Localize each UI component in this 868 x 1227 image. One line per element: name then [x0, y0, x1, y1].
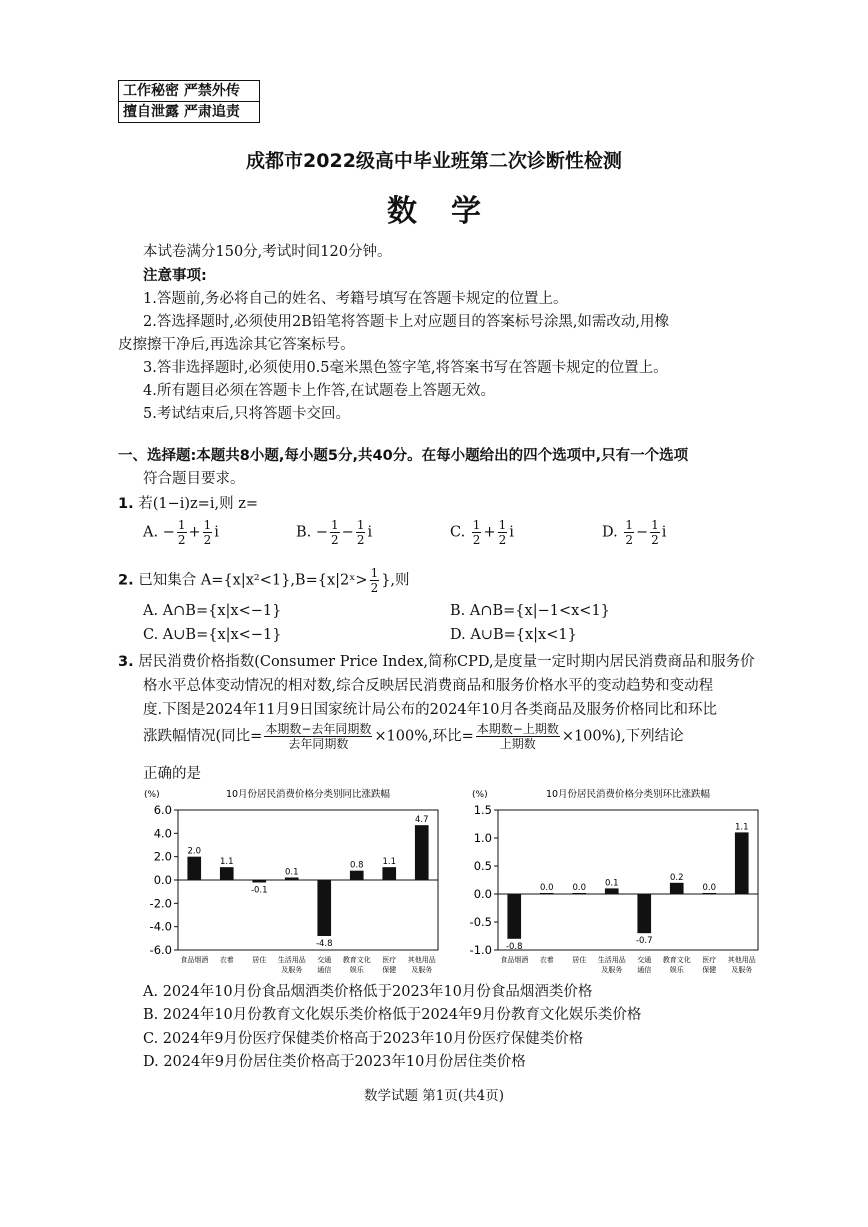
question-3-line-3: 度.下图是2024年11月9日国家统计局公布的2024年10月各类商品及服务价格同比和环比 — [143, 702, 718, 718]
chart-title: 10月份居民消费价格分类别同比涨跌幅 — [225, 789, 391, 800]
x-tick-label: 食品烟酒 — [180, 956, 209, 964]
y-tick-label: 1.0 — [473, 831, 492, 845]
bar — [670, 883, 684, 894]
bar-data-label: 0.1 — [284, 867, 299, 878]
x-tick-label: 及服务 — [601, 966, 623, 974]
q3-option-a[interactable]: A. 2024年10月份食品烟酒类价格低于2023年10月份食品烟酒类价格 — [143, 984, 593, 1000]
y-tick-label: -1.0 — [469, 943, 492, 957]
bar — [252, 880, 266, 883]
bar-data-label: 0.0 — [539, 883, 554, 893]
bar-data-label: -4.8 — [315, 939, 333, 949]
bar-data-label: 0.8 — [349, 860, 364, 871]
bar — [317, 880, 331, 936]
bar — [220, 867, 234, 880]
imag-unit: i — [367, 524, 373, 541]
y-tick-label: 0.0 — [473, 887, 492, 901]
exam-summary: 本试卷满分150分,考试时间120分钟。 — [143, 244, 392, 260]
frac-num: 1 — [370, 566, 379, 580]
bar — [285, 878, 299, 881]
notice-2: 2.答选择题时,必须使用2B铅笔将答题卡上对应题目的答案标号涂黑,如需改动,用橡 — [143, 314, 670, 330]
frac-num: 1 — [356, 518, 365, 532]
question-3-text-1: 居民消费价格指数(Consumer Price Index,简称CPD,是度量一定时期内居民消费商品和服务价 — [138, 654, 755, 670]
section-1-line-1: 一、选择题:本题共8小题,每小题5分,共40分。在每小题给出的四个选项中,只有一个选项 — [118, 448, 689, 464]
bar-data-label: 0.0 — [702, 883, 717, 893]
q2-option-a[interactable]: A. A∩B={x|x<−1} — [143, 603, 282, 619]
frac-den: 2 — [177, 533, 186, 547]
yoy-bar-chart — [140, 784, 446, 976]
question-3-line-5: 正确的是 — [143, 766, 201, 782]
question-2-text: 已知集合 A={x|x²<1},B= — [138, 572, 318, 589]
question-2-number: 2. — [118, 572, 134, 589]
notice-2-cont: 皮擦擦干净后,再选涂其它答案标号。 — [118, 337, 355, 353]
q1-option-c[interactable] — [450, 518, 514, 547]
frac-num: 本期数−上期数 — [476, 722, 559, 736]
x-tick-label: 生活用品 — [277, 956, 306, 964]
confidential-stamp — [118, 80, 260, 123]
frac-den: 2 — [203, 533, 212, 547]
q1-option-c-label: C. — [450, 524, 466, 541]
x-tick-label: 娱乐 — [669, 966, 684, 974]
bar — [735, 832, 749, 894]
question-3-line-4 — [143, 722, 684, 751]
q1-option-c-op: + — [483, 524, 496, 541]
frac-num: 1 — [625, 518, 633, 532]
imag-unit: i — [661, 524, 667, 541]
chart-frame — [498, 810, 758, 950]
x-tick-label: 居住 — [252, 956, 267, 964]
question-2-stem — [118, 566, 410, 595]
section-1-line-2: 符合题目要求。 — [143, 471, 245, 487]
frac-num: 1 — [331, 518, 339, 532]
q1-option-a-op: + — [188, 524, 201, 541]
y-tick-label: -6.0 — [149, 943, 172, 957]
q1-option-a-real-frac — [177, 518, 187, 547]
stamp-line-1: 工作秘密 严禁外传 — [123, 83, 240, 99]
x-tick-label: 居住 — [572, 956, 587, 964]
q1-option-d-op: − — [635, 524, 649, 541]
bar — [187, 857, 201, 880]
frac-den: 2 — [625, 533, 633, 547]
chart-ylabel: (%) — [472, 790, 488, 800]
bar-data-label: 0.1 — [604, 878, 619, 889]
set-b-frac — [370, 566, 380, 595]
mom-bar-chart — [468, 784, 768, 976]
frac-den: 2 — [331, 533, 339, 547]
x-tick-label: 其他用品 — [727, 956, 756, 964]
y-tick-label: 4.0 — [153, 826, 172, 841]
x-tick-label: 娱乐 — [349, 966, 364, 974]
x-tick-label: 生活用品 — [597, 956, 626, 964]
y-tick-label: 1.5 — [473, 803, 492, 817]
y-tick-label: 2.0 — [153, 849, 172, 864]
bar-data-label: 4.7 — [414, 815, 429, 826]
bar-data-label: -0.7 — [635, 936, 653, 947]
q1-option-b-real-frac — [330, 518, 340, 547]
stamp-line-2: 擅自泄露 严肃追责 — [119, 101, 259, 122]
notice-title: 注意事项: — [143, 268, 207, 284]
x-tick-label: 教育文化 — [662, 956, 691, 964]
question-1-number: 1. — [118, 496, 134, 512]
y-tick-label: 0.5 — [473, 859, 492, 873]
x-tick-label: 通信 — [317, 966, 332, 974]
x-tick-label: 及服务 — [411, 966, 433, 974]
q2-option-c[interactable]: C. A∪B={x|x<−1} — [143, 627, 282, 643]
frac-den: 2 — [472, 533, 481, 547]
x-tick-label: 保健 — [382, 966, 397, 974]
bar — [702, 893, 716, 894]
frac-den: 2 — [498, 533, 507, 547]
mom-formula — [476, 722, 560, 751]
q1-option-b-op: − — [341, 524, 354, 541]
bar-data-label: -0.1 — [250, 885, 268, 896]
q1-option-a-label: A. — [143, 524, 159, 541]
x-tick-label: 及服务 — [281, 966, 303, 974]
frac-num: 1 — [177, 518, 186, 532]
exam-title: 成都市2022级高中毕业班第二次诊断性检测 — [246, 150, 622, 172]
q1-option-b[interactable] — [296, 518, 372, 547]
notice-4: 4.所有题目必须在答题卡上作答,在试题卷上答题无效。 — [143, 383, 495, 399]
x-tick-label: 通信 — [637, 966, 652, 974]
frac-den: 2 — [651, 533, 659, 547]
question-3-line-2: 格水平总体变动情况的相对数,综合反映居民消费商品和服务价格水平的变动趋势和变动程 — [143, 678, 714, 694]
yoy-formula — [264, 722, 372, 751]
q2-option-d[interactable]: D. A∪B={x|x<1} — [450, 627, 577, 643]
q1-option-d-label: D. — [602, 524, 618, 541]
yoy-label: 涨跌幅情况(同比= — [143, 728, 263, 745]
y-tick-label: -0.5 — [469, 915, 492, 929]
q2-option-b[interactable]: B. A∩B={x|−1<x<1} — [450, 603, 610, 619]
q3-option-c[interactable]: C. 2024年9月份医疗保健类价格高于2023年10月份医疗保健类价格 — [143, 1031, 584, 1047]
q1-option-b-imag-frac — [356, 518, 366, 547]
set-b-right: },则 — [381, 572, 410, 589]
q1-option-b-label: B. — [296, 524, 312, 541]
q3-option-b[interactable]: B. 2024年10月份教育文化娱乐类价格低于2024年9月份教育文化娱乐类价格 — [143, 1007, 642, 1023]
q1-option-a-imag-frac — [203, 518, 213, 547]
bar — [415, 825, 429, 880]
bar-data-label: 1.1 — [219, 857, 234, 868]
question-1-stem — [118, 494, 258, 514]
question-1-text: 若(1−i)z=i,则 z= — [138, 496, 258, 512]
q1-option-d-real-frac — [624, 518, 634, 547]
bar-data-label: 1.1 — [382, 857, 397, 868]
notice-1: 1.答题前,务必将自己的姓名、考籍号填写在答题卡规定的位置上。 — [143, 291, 568, 307]
q1-option-c-imag-frac — [498, 518, 508, 547]
bar — [572, 893, 586, 894]
bar-data-label: 2.0 — [187, 846, 202, 857]
question-3-number: 3. — [118, 654, 134, 670]
x-tick-label: 衣着 — [219, 956, 234, 964]
question-3-line-1 — [118, 652, 755, 672]
x-tick-label: 交通 — [637, 956, 652, 964]
frac-num: 1 — [651, 518, 659, 532]
imag-unit: i — [509, 524, 514, 541]
q1-option-a-sign: − — [162, 524, 175, 541]
q3-option-d[interactable]: D. 2024年9月份居住类价格高于2023年10月份居住类价格 — [143, 1054, 526, 1070]
bar — [350, 871, 364, 880]
x-tick-label: 衣着 — [539, 956, 554, 964]
frac-den: 2 — [370, 581, 379, 595]
notice-3: 3.答非选择题时,必须使用0.5毫米黑色签字笔,将答案书写在答题卡规定的位置上。 — [143, 360, 668, 376]
frac-num: 本期数−去年同期数 — [265, 722, 372, 736]
q1-option-c-real-frac — [472, 518, 482, 547]
x-tick-label: 其他用品 — [407, 956, 436, 964]
page-footer: 数学试题 第1页(共4页) — [363, 1088, 504, 1104]
bar — [605, 888, 619, 894]
chart-ylabel: (%) — [144, 790, 160, 800]
bar — [637, 894, 651, 933]
notice-5: 5.考试结束后,只将答题卡交回。 — [143, 406, 350, 422]
q1-option-a[interactable] — [143, 518, 219, 547]
mom-label: ×100%,环比= — [374, 728, 474, 745]
bar-data-label: 0.0 — [572, 883, 587, 893]
question-3-line-4-end: ×100%),下列结论 — [561, 728, 684, 745]
x-tick-label: 食品烟酒 — [500, 956, 529, 964]
y-tick-label: -4.0 — [149, 919, 172, 934]
x-tick-label: 保健 — [702, 966, 717, 974]
x-tick-label: 交通 — [317, 956, 332, 964]
chart-title: 10月份居民消费价格分类别环比涨跌幅 — [545, 789, 711, 800]
y-tick-label: -2.0 — [149, 896, 172, 911]
bar — [382, 867, 396, 880]
frac-num: 1 — [498, 518, 507, 532]
y-tick-label: 6.0 — [153, 803, 172, 817]
q1-option-b-sign: − — [315, 524, 329, 541]
bar — [540, 893, 554, 894]
y-tick-label: 0.0 — [153, 873, 172, 887]
bar-data-label: 1.1 — [734, 822, 749, 833]
imag-unit: i — [214, 524, 219, 541]
q1-option-d[interactable] — [602, 518, 666, 547]
q1-option-d-imag-frac — [650, 518, 660, 547]
x-tick-label: 医疗 — [382, 956, 397, 964]
frac-den: 上期数 — [499, 737, 536, 751]
subject-title: 数学 — [387, 194, 515, 229]
bar — [507, 894, 521, 939]
frac-den: 去年同期数 — [288, 737, 349, 751]
x-tick-label: 及服务 — [731, 966, 753, 974]
bar-data-label: -0.8 — [505, 941, 523, 952]
x-tick-label: 医疗 — [702, 956, 717, 964]
bar-data-label: 0.2 — [669, 872, 684, 883]
frac-den: 2 — [356, 533, 365, 547]
x-tick-label: 教育文化 — [342, 956, 371, 964]
section-1-heading — [118, 446, 688, 466]
frac-num: 1 — [203, 518, 212, 532]
set-b-left: {x|2ˣ> — [317, 572, 368, 589]
frac-num: 1 — [472, 518, 481, 532]
